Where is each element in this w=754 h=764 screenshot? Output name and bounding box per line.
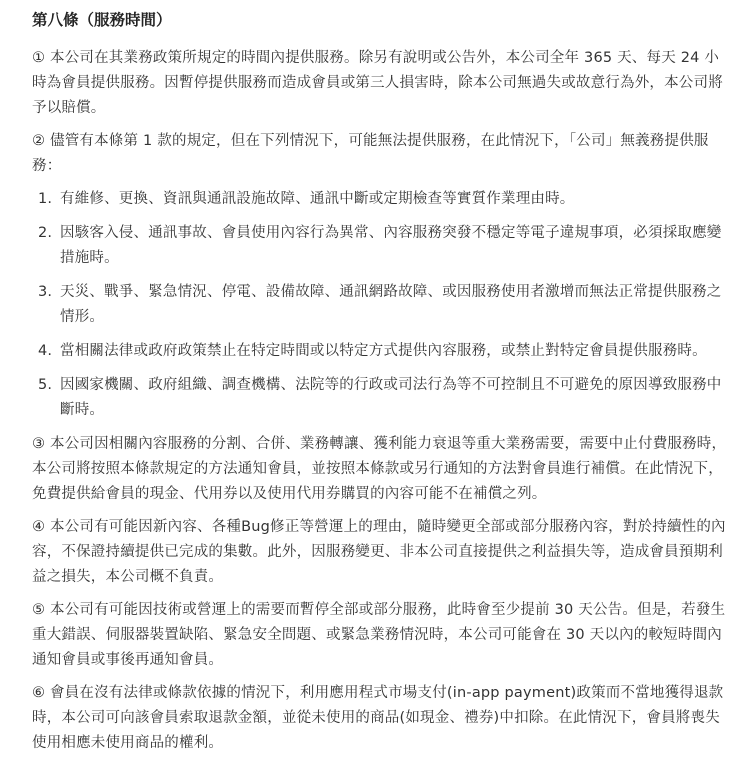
list-item <box>32 280 732 330</box>
list-item-text: 因國家機關、政府組織、調查機構、法院等的行政或司法行為等不可控制且不可避免的原因導致服務中斷時。 <box>60 377 722 418</box>
article-title: 第八條（服務時間） <box>32 11 172 29</box>
paragraph-4: ④ 本公司有可能因新內容、各種Bug修正等營運上的理由，隨時變更全部或部分服務內容，對於持續性的內容，不保證持續提供已完成的集數。此外，因服務變更、非本公司直接提供之利益損失等，造成會員預期利益之損失，本公司概不負責。 <box>32 519 726 585</box>
paragraph-5: ⑤ 本公司有可能因技術或營運上的需要而暫停全部或部分服務，此時會至少提前 30 天公告。但是，若發生重大錯誤、伺服器裝置缺陷、緊急安全問題、或緊急業務情況時，本公司可能會在 30 天以內的較短時間內通知會員或事後再通知會員。 <box>32 602 726 668</box>
paragraph-2: ② 儘管有本條第 1 款的規定，但在下列情況下，可能無法提供服務，在此情況下，「公司」無義務提供服務： <box>32 133 709 174</box>
list-item-text: 天災、戰爭、緊急情況、停電、設備故障、通訊網路故障、或因服務使用者激增而無法正常提供服務之情形。 <box>60 284 722 325</box>
list-item-text: 當相關法律或政府政策禁止在特定時間或以特定方式提供內容服務，或禁止對特定會員提供服務時。 <box>60 343 707 359</box>
list-item-number: 3. <box>38 284 53 300</box>
list-item-text: 因駭客入侵、通訊事故、會員使用內容行為異常、內容服務突發不穩定等電子違規事項，必須採取應變措施時。 <box>60 225 722 266</box>
list-item-number: 5. <box>38 377 53 393</box>
paragraph-1: ① 本公司在其業務政策所規定的時間內提供服務。除另有說明或公告外，本公司全年 365 天、每天 24 小時為會員提供服務。因暫停提供服務而造成會員或第三人損害時，除本公司無過失或故意行為外，本公司將予以賠償。 <box>32 50 723 116</box>
list-item-text: 有維修、更換、資訊與通訊設施故障、通訊中斷或定期檢查等實質作業理由時。 <box>60 191 575 207</box>
list-item <box>32 373 732 423</box>
list-item-number: 4. <box>38 343 53 359</box>
exception-list <box>32 187 732 423</box>
paragraph-6: ⑥ 會員在沒有法律或條款依據的情況下，利用應用程式市場支付(in-app payment)政策而不當地獲得退款時，本公司可向該會員索取退款金額，並從未使用的商品(如現金、禮券)中扣除。在此情況下，會員將喪失使用相應未使用商品的權利。 <box>32 685 724 751</box>
list-item <box>32 221 732 271</box>
paragraph-3: ③ 本公司因相關內容服務的分割、合併、業務轉讓、獲利能力衰退等重大業務需要，需要中止付費服務時，本公司將按照本條款規定的方法通知會員，並按照本條款或另行通知的方法對會員進行補償。在此情況下，免費提供給會員的現金、代用券以及使用代用券購買的內容可能不在補償之列。 <box>32 436 727 502</box>
list-item-number: 1. <box>38 191 53 207</box>
list-item-number: 2. <box>38 225 53 241</box>
list-item <box>32 187 732 212</box>
list-item <box>32 339 732 364</box>
